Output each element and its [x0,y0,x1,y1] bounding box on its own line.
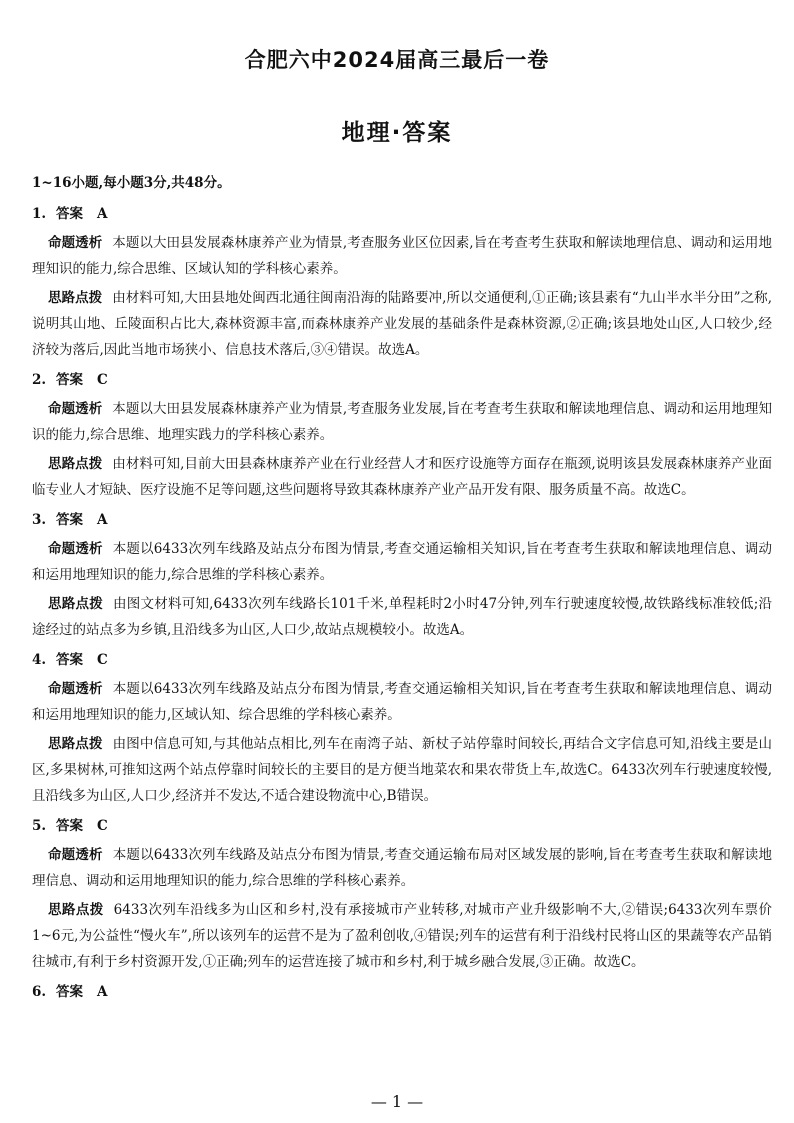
question-5 [32,813,772,975]
analysis-paragraph [32,230,772,282]
school-exam-title: 合肥六中2024届高三最后一卷 [244,48,550,72]
solution-label: 思路点拨 [48,902,104,918]
question-number: 6. [32,984,47,1000]
analysis-label: 命题透析 [48,401,103,417]
analysis-text: 本题以6433次列车线路及站点分布图为情景,考查交通运输相关知识,旨在考查考生获取和解读地理信息、调动和运用地理知识的能力,综合思维的学科核心素养。 [32,541,772,583]
answer-line [32,201,772,227]
scoring-intro: 1~16小题,每小题3分,共48分。 [32,175,231,191]
analysis-label: 命题透析 [48,541,103,557]
answer-label: 答案 [56,984,83,1000]
solution-paragraph [32,451,772,503]
solution-label: 思路点拨 [48,456,103,472]
answer-value: A [97,206,108,222]
analysis-text: 本题以6433次列车线路及站点分布图为情景,考查交通运输相关知识,旨在考查考生获取和解读地理信息、调动和运用地理知识的能力,区域认知、综合思维的学科核心素养。 [32,681,772,723]
question-1 [32,201,772,363]
analysis-label: 命题透析 [48,847,103,863]
answer-label: 答案 [56,512,83,528]
solution-label: 思路点拨 [48,290,103,306]
solution-text: 由图中信息可知,与其他站点相比,列车在南湾子站、新杖子站停靠时间较长,再结合文字信息可知,沿线主要是山区,多果树林,可推知这两个站点停靠时间较长的主要目的是方便当地菜农和果农带货上车,故选C。6433次列车行驶速度较慢,且沿线多为山区,人口少,经济并不发达,不适合建设物流中心,B错误。 [32,736,772,804]
solution-label: 思路点拨 [48,736,103,752]
solution-text: 由图文材料可知,6433次列车线路长101千米,单程耗时2小时47分钟,列车行驶速度较慢,故铁路线标准较低;沿途经过的站点多为乡镇,且沿线多为山区,人口少,故站点规模较小。故选A。 [32,596,773,638]
question-number: 1. [32,206,47,222]
answer-content [32,170,772,1009]
answer-label: 答案 [56,372,83,388]
question-number: 5. [32,818,47,834]
answer-value: C [97,372,108,388]
solution-paragraph [32,285,772,363]
answer-line [32,813,772,839]
solution-paragraph [32,591,772,643]
analysis-label: 命题透析 [48,235,103,251]
answer-line [32,647,772,673]
solution-text: 6433次列车沿线多为山区和乡村,没有承接城市产业转移,对城市产业升级影响不大,②错误;6433次列车票价1~6元,为公益性“慢火车”,所以该列车的运营不是为了盈利创收,④错误;列车的运营有利于沿线村民将山区的果蔬等农产品销往城市,有利于乡村资源开发,①正确;列车的运营连接了城市和乡村,利于城乡融合发展,③正确。故选C。 [32,902,773,970]
solution-paragraph [32,897,772,975]
question-6 [32,979,772,1005]
answer-value: C [97,818,108,834]
subject-title: 地理·答案 [341,120,453,146]
question-number: 4. [32,652,47,668]
solution-label: 思路点拨 [48,596,103,612]
answer-line [32,367,772,393]
question-2 [32,367,772,503]
question-number: 3. [32,512,47,528]
question-3 [32,507,772,643]
answer-line [32,507,772,533]
analysis-text: 本题以6433次列车线路及站点分布图为情景,考查交通运输布局对区域发展的影响,旨在考查考生获取和解读地理信息、调动和运用地理知识的能力,综合思维的学科核心素养。 [32,847,772,889]
question-number: 2. [32,372,47,388]
analysis-paragraph [32,536,772,588]
question-4 [32,647,772,809]
analysis-paragraph [32,842,772,894]
answer-line [32,979,772,1005]
answer-label: 答案 [56,818,83,834]
analysis-label: 命题透析 [48,681,103,697]
page-number: — 1 — [370,1092,424,1111]
analysis-text: 本题以大田县发展森林康养产业为情景,考查服务业区位因素,旨在考查考生获取和解读地理信息、调动和运用地理知识的能力,综合思维、区域认知的学科核心素养。 [32,235,772,277]
analysis-text: 本题以大田县发展森林康养产业为情景,考查服务业发展,旨在考查考生获取和解读地理信息、调动和运用地理知识的能力,综合思维、地理实践力的学科核心素养。 [32,401,772,443]
solution-text: 由材料可知,目前大田县森林康养产业在行业经营人才和医疗设施等方面存在瓶颈,说明该县发展森林康养产业面临专业人才短缺、医疗设施不足等问题,这些问题将导致其森林康养产业产品开发有限、服务质量不高。故选C。 [32,456,772,498]
answer-value: A [97,984,108,1000]
solution-paragraph [32,731,772,809]
answer-label: 答案 [56,206,83,222]
answer-label: 答案 [56,652,83,668]
analysis-paragraph [32,676,772,728]
analysis-paragraph [32,396,772,448]
answer-value: C [97,652,108,668]
solution-text: 由材料可知,大田县地处闽西北通往闽南沿海的陆路要冲,所以交通便利,①正确;该县素有“九山半水半分田”之称,说明其山地、丘陵面积占比大,森林资源丰富,而森林康养产业发展的基础条件是森林资源,②正确;该县地处山区,人口较少,经济较为落后,因此当地市场狭小、信息技术落后,③④错误。故选A。 [32,290,773,358]
answer-value: A [97,512,108,528]
